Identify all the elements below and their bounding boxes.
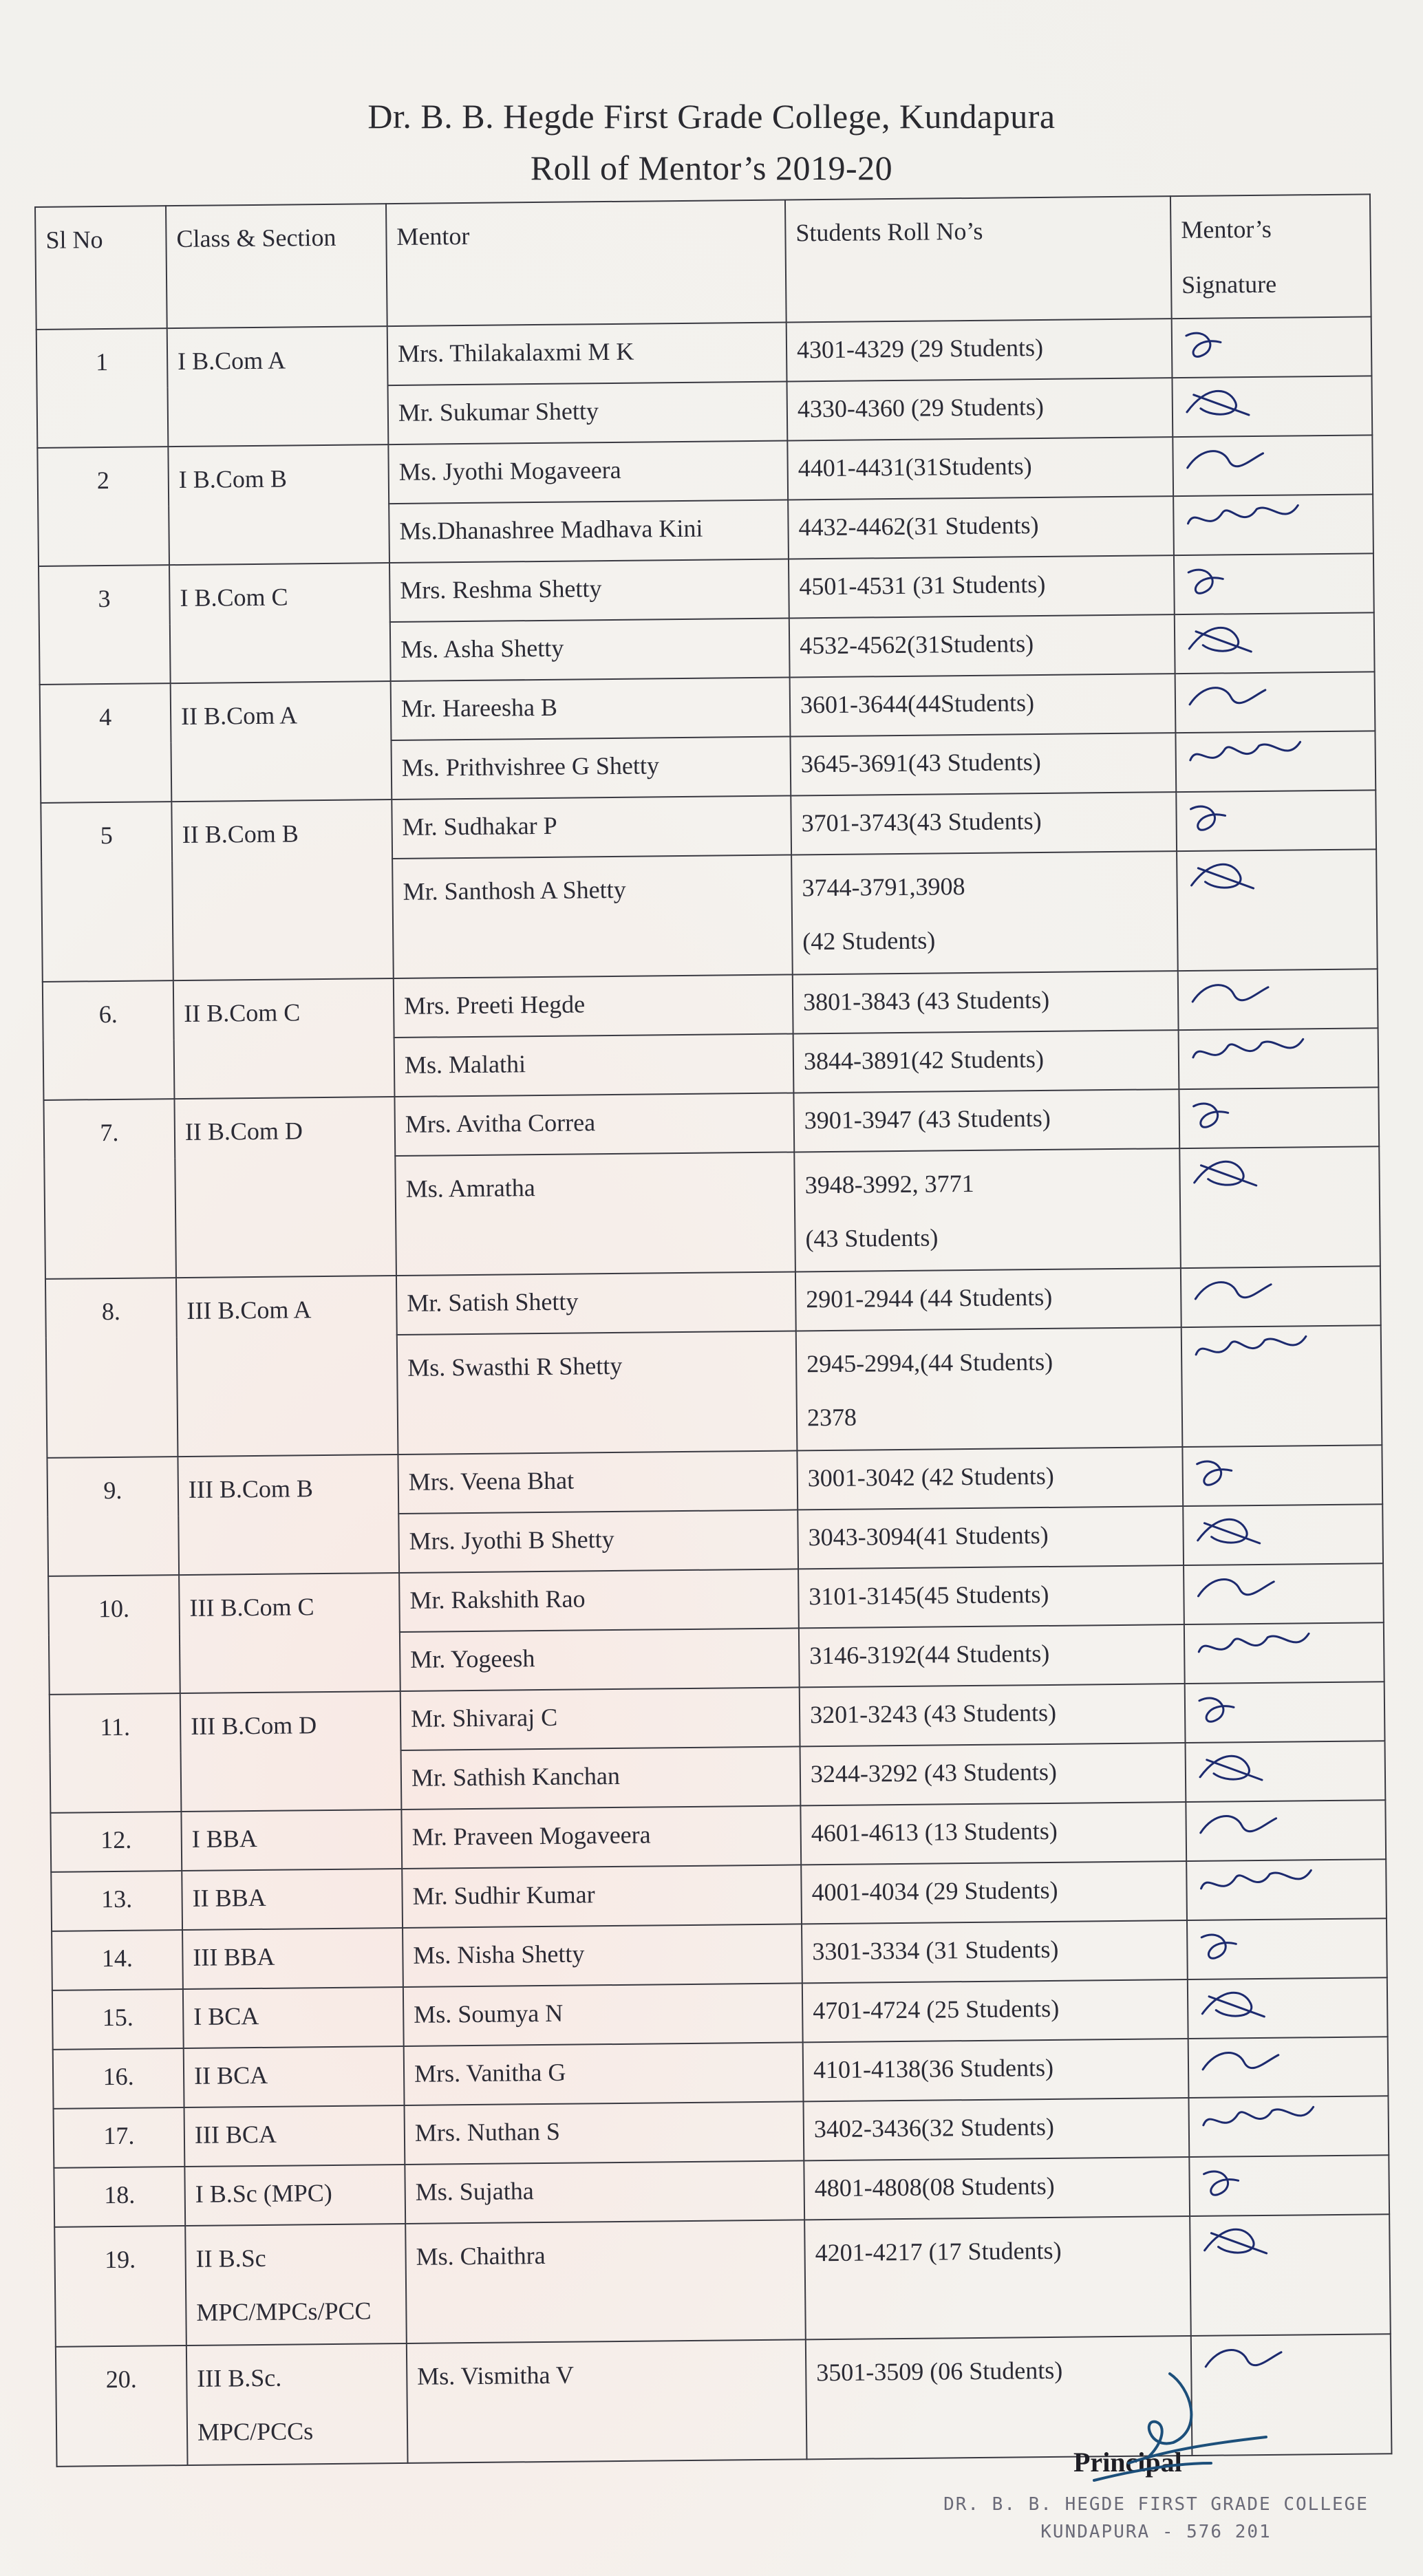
roll-numbers-text-line2: 2378 — [806, 1403, 857, 1432]
roll-numbers-cell — [791, 792, 1177, 855]
signature-cell — [1173, 494, 1373, 555]
mentor-name-cell: Ms. Chaithra — [405, 2220, 806, 2343]
mentor-name-cell: Mrs. Avitha Correa — [394, 1093, 794, 1156]
mentor-name-cell: Mr. Sukumar Shetty — [388, 382, 788, 445]
roll-numbers-text: 3244-3292 (43 Students) — [810, 1757, 1058, 1788]
serial-number-cell: 12. — [50, 1812, 182, 1872]
mentor-name-cell: Ms. Nisha Shetty — [403, 1924, 802, 1987]
roll-numbers-text: 4501-4531 (31 Students) — [799, 570, 1046, 601]
roll-numbers-text: 4301-4329 (29 Students) — [796, 333, 1044, 364]
roll-numbers-text: 3844-3891(42 Students) — [803, 1044, 1045, 1075]
class-section-text: III B.Com B — [188, 1474, 314, 1503]
roll-numbers-text: 3901-3947 (43 Students) — [804, 1104, 1051, 1135]
mentor-name-cell: Mr. Rakshith Rao — [399, 1569, 799, 1632]
class-section-text: III B.Sc. — [197, 2363, 282, 2392]
serial-number-cell: 14. — [52, 1930, 183, 1990]
class-section-text: II B.Com D — [184, 1117, 303, 1146]
serial-number-cell: 10. — [48, 1575, 180, 1695]
signature-cell — [1186, 1741, 1386, 1802]
signature-cell — [1188, 2096, 1389, 2157]
class-section-text: III B.Com C — [189, 1593, 314, 1622]
college-seal — [943, 2491, 1369, 2546]
table-header-row — [35, 194, 1371, 330]
mentor-name-cell: Mr. Sudhakar P — [392, 795, 791, 859]
roll-numbers-text-line2: (43 Students) — [805, 1223, 939, 1253]
class-section-text: II B.Sc — [195, 2244, 266, 2273]
signature-cell — [1179, 1146, 1380, 1268]
roll-numbers-text: 2901-2944 (44 Students) — [806, 1282, 1053, 1313]
class-section-cell — [184, 2046, 405, 2107]
roll-numbers-cell — [790, 733, 1176, 795]
roll-numbers-text: 3402-3436(32 Students) — [813, 2112, 1055, 2143]
serial-number-cell: 7. — [43, 1099, 175, 1279]
roll-numbers-text: 3801-3843 (43 Students) — [802, 985, 1050, 1016]
roll-numbers-cell — [787, 319, 1173, 381]
signature-cell — [1190, 2214, 1391, 2336]
class-section-cell — [169, 563, 391, 683]
table-row — [54, 2214, 1391, 2347]
mentor-name-cell: Mr. Shivaraj C — [400, 1687, 800, 1750]
mentor-name-cell: Ms. Asha Shetty — [390, 618, 790, 681]
mentor-name-cell: Mrs. Reshma Shetty — [389, 559, 789, 623]
signature-cell — [1183, 1504, 1383, 1565]
signature-cell — [1176, 790, 1376, 851]
class-section-text: I B.Sc (MPC) — [195, 2178, 332, 2208]
class-section-text: III B.Com A — [186, 1296, 312, 1324]
class-section-cell — [173, 978, 395, 1099]
roll-numbers-text: 4532-4562(31Students) — [799, 630, 1034, 660]
class-section-text: I B.Com B — [178, 464, 288, 494]
signature-cell — [1184, 1622, 1384, 1684]
roll-numbers-cell — [798, 1565, 1184, 1628]
roll-numbers-text-line2: (42 Students) — [802, 926, 936, 956]
signature-cell — [1186, 1800, 1386, 1861]
roll-numbers-cell — [804, 2157, 1190, 2220]
mentor-name-cell: Mr. Praveen Mogaveera — [401, 1805, 801, 1869]
roll-numbers-text: 3645-3691(43 Students) — [800, 747, 1041, 778]
column-header-sl-no: Sl No — [35, 206, 167, 330]
class-section-cell — [168, 444, 389, 565]
roll-numbers-cell — [800, 1684, 1186, 1746]
roll-numbers-cell — [789, 614, 1175, 677]
class-section-text: I BCA — [193, 2001, 259, 2030]
roll-numbers-text: 4701-4724 (25 Students) — [813, 1994, 1060, 2025]
mentor-name-cell: Mr. Sathish Kanchan — [401, 1746, 801, 1810]
roll-numbers-text: 3501-3509 (06 Students) — [816, 2356, 1063, 2387]
mentor-name-cell: Mrs. Veena Bhat — [398, 1450, 798, 1514]
signature-cell — [1182, 1445, 1382, 1506]
class-section-cell — [181, 1810, 402, 1871]
column-header-roll-numbers: Students Roll No’s — [785, 196, 1172, 322]
serial-number-cell: 13. — [51, 1871, 182, 1931]
roll-numbers-text: 4401-4431(31Students) — [798, 452, 1032, 482]
class-section-cell — [183, 1987, 404, 2048]
signature-cell — [1173, 435, 1373, 496]
class-section-cell — [185, 2224, 407, 2346]
roll-numbers-cell — [801, 1861, 1187, 1924]
roll-numbers-text: 3201-3243 (43 Students) — [809, 1698, 1057, 1729]
table-body — [36, 316, 1392, 2466]
class-section-cell — [176, 1276, 398, 1457]
column-header-mentor: Mentor — [386, 200, 787, 327]
document-subtitle: Roll of Mentor’s 2019-20 — [530, 149, 893, 187]
serial-number-cell: 18. — [54, 2167, 185, 2227]
roll-numbers-text: 3701-3743(43 Students) — [801, 806, 1042, 837]
roll-numbers-cell — [802, 1979, 1188, 2042]
mentor-name-cell: Mrs. Nuthan S — [405, 2101, 804, 2165]
signature-cell — [1184, 1563, 1384, 1624]
roll-numbers-cell — [793, 1030, 1179, 1093]
roll-numbers-cell — [803, 2098, 1189, 2160]
roll-numbers-cell — [798, 1506, 1184, 1569]
mentor-name-cell: Mr. Santhosh A Shetty — [392, 855, 793, 978]
roll-numbers-cell — [787, 437, 1173, 500]
roll-numbers-text: 4432-4462(31 Students) — [798, 511, 1039, 541]
class-section-cell — [171, 799, 393, 980]
signature-cell — [1175, 731, 1376, 792]
roll-numbers-cell — [797, 1447, 1183, 1510]
roll-numbers-text: 3601-3644(44Students) — [800, 689, 1035, 719]
mentor-name-cell: Ms. Vismitha V — [407, 2339, 807, 2463]
signature-cell — [1175, 612, 1375, 674]
mentor-name-cell: Ms. Prithvishree G Shetty — [391, 736, 791, 799]
roll-numbers-cell — [794, 1148, 1181, 1271]
signature-cell — [1179, 1087, 1379, 1148]
roll-numbers-cell — [796, 1327, 1183, 1450]
signature-cell — [1172, 376, 1372, 437]
class-section-text: I B.Com C — [180, 583, 288, 612]
class-section-cell — [186, 2343, 408, 2465]
class-section-cell — [171, 681, 392, 802]
class-section-cell — [182, 1928, 403, 1989]
roll-numbers-text: 3146-3192(44 Students) — [809, 1639, 1050, 1670]
signature-cell — [1181, 1266, 1381, 1327]
roll-numbers-text: 4601-4613 (13 Students) — [811, 1816, 1058, 1847]
signature-cell — [1172, 316, 1372, 378]
serial-number-cell: 3 — [39, 565, 171, 685]
serial-number-cell: 11. — [50, 1693, 182, 1813]
mentor-roll-table — [34, 193, 1392, 2467]
class-section-text: III B.Com D — [191, 1711, 317, 1740]
roll-numbers-text: 3001-3042 (42 Students) — [807, 1461, 1054, 1492]
roll-numbers-text: 4330-4360 (29 Students) — [797, 392, 1045, 423]
class-section-cell — [184, 2165, 405, 2226]
signature-cell — [1181, 1325, 1382, 1447]
roll-numbers-cell — [793, 971, 1179, 1033]
class-section-text-line2: MPC/MPCs/PCC — [196, 2297, 372, 2326]
class-section-text: II B.Com A — [180, 701, 298, 730]
serial-number-cell: 15. — [52, 1989, 184, 2050]
class-section-cell — [179, 1573, 400, 1693]
principal-signature-icon — [1046, 2360, 1280, 2484]
roll-numbers-cell — [789, 555, 1175, 618]
serial-number-cell: 5 — [41, 802, 173, 982]
mentor-name-cell: Mr. Yogeesh — [400, 1628, 800, 1691]
roll-numbers-cell — [802, 1920, 1188, 1983]
roll-numbers-cell — [800, 1743, 1186, 1805]
class-section-text: II BBA — [192, 1883, 266, 1912]
mentor-name-cell: Ms.Dhanashree Madhava Kini — [389, 500, 789, 564]
serial-number-cell: 2 — [37, 447, 169, 566]
serial-number-cell: 1 — [36, 328, 169, 448]
signature-cell — [1178, 969, 1378, 1030]
mentor-name-cell: Ms. Amratha — [395, 1152, 795, 1276]
roll-numbers-cell — [803, 2039, 1189, 2101]
signature-cell — [1175, 672, 1376, 733]
class-section-cell — [178, 1455, 399, 1575]
signature-cell — [1188, 1977, 1388, 2039]
roll-numbers-text: 4201-4217 (17 Students) — [815, 2236, 1062, 2267]
signature-cell — [1179, 1028, 1379, 1089]
roll-numbers-text: 4101-4138(36 Students) — [813, 2053, 1054, 2084]
column-header-signature: Mentor’s Signature — [1170, 194, 1371, 319]
roll-numbers-text: 4801-4808(08 Students) — [814, 2171, 1055, 2202]
roll-numbers-text: 3301-3334 (31 Students) — [812, 1935, 1059, 1966]
signature-cell — [1186, 1859, 1387, 1920]
mentor-name-cell: Ms. Jyothi Mogaveera — [388, 441, 788, 504]
mentor-name-cell: Mr. Satish Shetty — [396, 1271, 796, 1335]
serial-number-cell: 4 — [40, 683, 172, 803]
seal-line-1: DR. B. B. HEGDE FIRST GRADE COLLEGE — [943, 2494, 1369, 2515]
roll-numbers-cell — [800, 1802, 1186, 1865]
class-section-cell — [182, 1869, 403, 1930]
serial-number-cell: 16. — [53, 2048, 184, 2109]
class-section-cell — [180, 1691, 402, 1812]
roll-numbers-text: 3744-3791,3908 — [802, 872, 965, 902]
class-section-cell — [174, 1097, 396, 1278]
roll-numbers-cell — [799, 1624, 1185, 1687]
signature-cell — [1174, 553, 1374, 614]
roll-numbers-text: 3043-3094(41 Students) — [808, 1521, 1049, 1552]
mentor-name-cell: Mr. Hareesha B — [391, 677, 791, 740]
column-header-class-section: Class & Section — [166, 204, 387, 328]
roll-numbers-cell — [804, 2216, 1191, 2339]
seal-line-2: KUNDAPURA - 576 201 — [1040, 2522, 1272, 2542]
mentor-name-cell: Ms. Sujatha — [405, 2160, 804, 2224]
mentor-name-cell: Mrs. Thilakalaxmi M K — [387, 323, 787, 386]
serial-number-cell: 20. — [56, 2346, 188, 2467]
signature-cell — [1185, 1682, 1385, 1743]
roll-numbers-cell — [791, 851, 1178, 974]
serial-number-cell: 6. — [43, 980, 175, 1100]
class-section-cell — [167, 326, 389, 447]
roll-numbers-text: 4001-4034 (29 Students) — [811, 1876, 1058, 1907]
mentor-name-cell: Ms. Soumya N — [403, 1983, 803, 2046]
class-section-text-line2: MPC/PCCs — [197, 2417, 314, 2446]
mentor-name-cell: Mrs. Jyothi B Shetty — [398, 1510, 798, 1573]
serial-number-cell: 17. — [54, 2107, 185, 2168]
class-section-text: II B.Com B — [182, 819, 299, 848]
class-section-text: I B.Com A — [177, 346, 286, 376]
serial-number-cell: 9. — [47, 1457, 179, 1576]
serial-number-cell: 8. — [45, 1278, 178, 1458]
roll-numbers-cell — [787, 378, 1173, 440]
mentor-name-cell: Mrs. Preeti Hegde — [394, 974, 793, 1038]
mentor-name-cell: Mrs. Vanitha G — [404, 2042, 804, 2105]
class-section-cell — [184, 2105, 405, 2167]
college-title: Dr. B. B. Hegde First Grade College, Kundapura — [367, 97, 1056, 136]
signature-cell — [1189, 2155, 1389, 2216]
class-section-text: III BCA — [194, 2120, 277, 2149]
class-section-text: III BBA — [193, 1942, 275, 1971]
signature-cell — [1187, 1918, 1387, 1979]
class-section-text: II B.Com C — [184, 998, 301, 1027]
mentor-name-cell: Ms. Swasthi R Shetty — [397, 1331, 798, 1455]
mentor-name-cell: Mr. Sudhir Kumar — [402, 1865, 802, 1928]
class-section-text: II BCA — [193, 2061, 268, 2090]
roll-numbers-cell — [795, 1268, 1181, 1331]
signature-cell — [1177, 849, 1378, 971]
roll-numbers-text: 3948-3992, 3771 — [804, 1169, 974, 1199]
principal-label: Principal — [1073, 2447, 1182, 2478]
roll-numbers-text: 3101-3145(45 Students) — [809, 1580, 1049, 1611]
roll-numbers-cell — [788, 496, 1174, 559]
roll-numbers-cell — [790, 674, 1176, 736]
serial-number-cell: 19. — [54, 2226, 186, 2347]
class-section-text: I BBA — [191, 1825, 257, 1853]
roll-numbers-cell — [793, 1089, 1179, 1152]
roll-numbers-text: 2945-2994,(44 Students) — [806, 1347, 1053, 1378]
signature-cell — [1188, 2037, 1389, 2098]
mentor-name-cell: Ms. Malathi — [394, 1033, 794, 1097]
